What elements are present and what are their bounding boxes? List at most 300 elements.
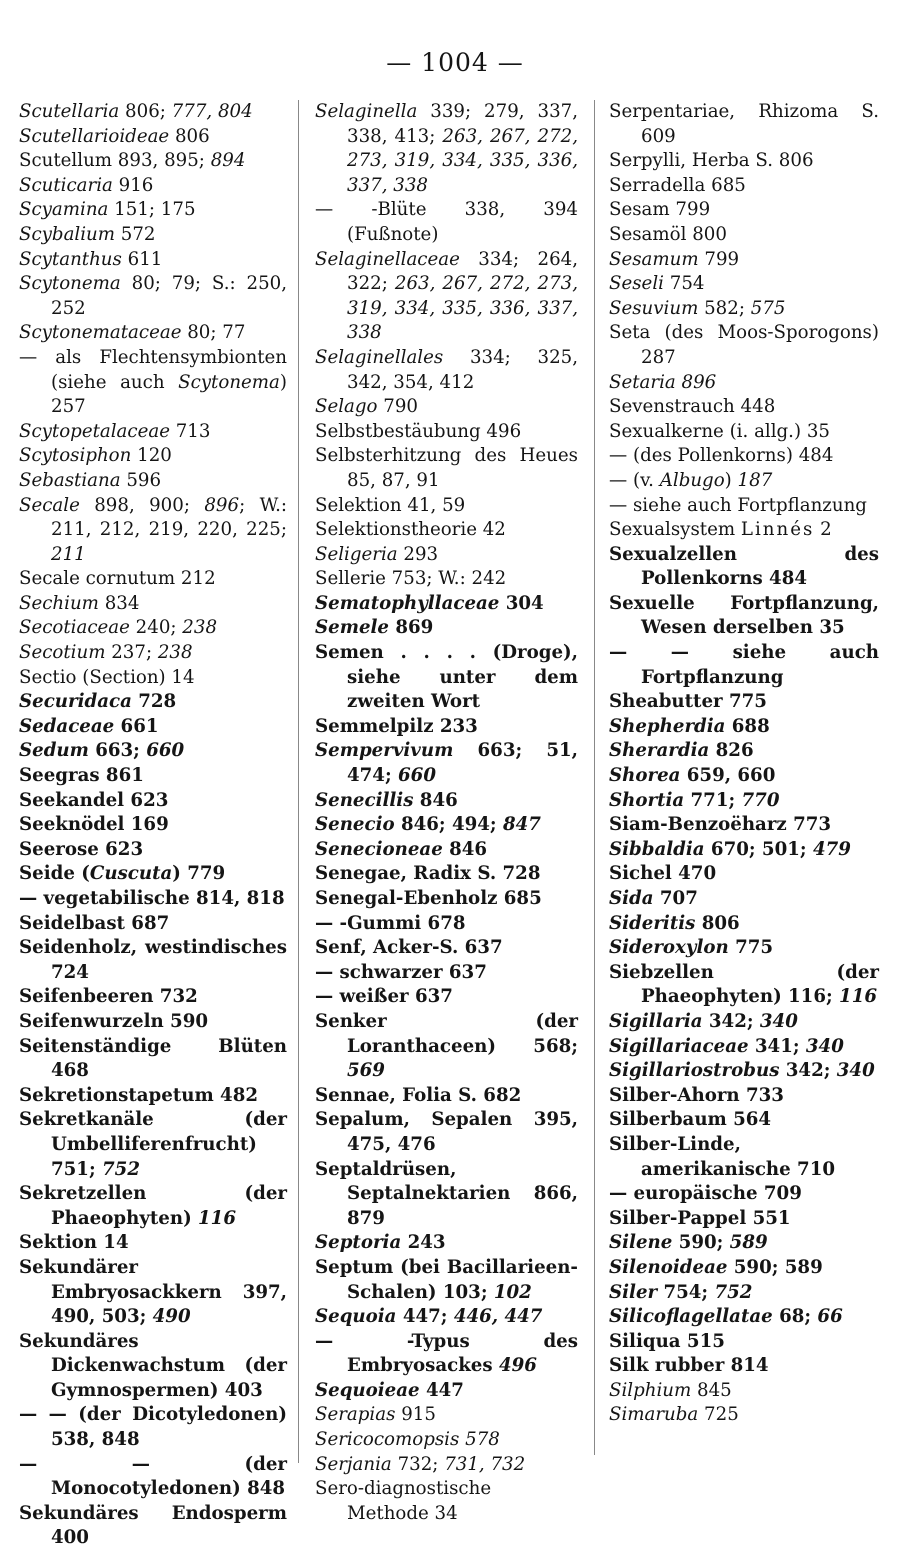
index-entry-text: 151; 175 [108, 199, 196, 221]
index-entry [315, 936, 578, 961]
index-entry-text: 663; 51, 474; [347, 740, 578, 787]
index-entry [19, 272, 287, 321]
index-entry [609, 690, 879, 715]
index-entry [315, 1330, 578, 1379]
index-entry-text: 479 [812, 838, 851, 860]
index-entry-text: 806 [169, 125, 210, 147]
index-entry-text: Shorea [609, 765, 681, 787]
index-entry-text: 446, 447 [453, 1306, 543, 1328]
index-entry [19, 1256, 287, 1330]
index-entry [315, 198, 578, 247]
index-entry-text: Selago [315, 396, 378, 418]
index-entry [315, 543, 578, 568]
index-entry [19, 1231, 287, 1256]
index-entry [19, 100, 287, 125]
index-entry-text: 340 [759, 1010, 798, 1032]
index-entry [19, 420, 287, 445]
index-entry-text: Siam-Benzoëharz 773 [609, 814, 832, 836]
index-entry-text: Scytonema [178, 371, 280, 393]
index-entry [609, 887, 879, 912]
index-entry-text: 660 [398, 765, 436, 787]
index-entry-text: Silber-Linde, amerikanische 710 [609, 1133, 836, 1180]
index-entry-text: — -Blüte 338, 394 (Fußnote) [315, 199, 578, 245]
index-entry [609, 1256, 879, 1281]
index-entry-text: Sida [609, 888, 654, 909]
index-entry-text: ) [724, 469, 738, 491]
index-entry-text: Seekandel 623 [19, 789, 169, 811]
index-entry-text: Sesuvium [609, 297, 699, 319]
index-entry [315, 961, 578, 986]
index-entry [609, 321, 879, 370]
index-entry [19, 444, 287, 469]
index-entry [19, 1084, 287, 1109]
index-entry [315, 1428, 578, 1453]
index-entry-text: 496 [498, 1355, 537, 1377]
index-entry-text: 572 [115, 223, 156, 245]
index-entry-text: Silicoflagellatae [609, 1306, 773, 1328]
index-entry-text: Sebastiana [19, 469, 121, 491]
index-entry [19, 1453, 287, 1502]
index-entry [609, 444, 879, 469]
index-entry-text: Sigillariostrobus [609, 1060, 780, 1082]
index-entry [19, 592, 287, 617]
index-entry [315, 420, 578, 445]
index-entry-text: 775 [728, 937, 774, 959]
index-entry-text: 334; 264, 322; [347, 248, 578, 295]
index-entry [315, 395, 578, 420]
index-entry-text: Siler [609, 1281, 658, 1303]
index-entry [19, 715, 287, 740]
index-entry [19, 912, 287, 937]
index-entry-text: 916 [112, 174, 154, 196]
index-entry [19, 739, 287, 764]
index-entry-text: Seerose 623 [19, 838, 144, 860]
index-entry-text: Sekundäres Endosperm 400 [19, 1502, 287, 1549]
index-entry-text: 237; [105, 642, 158, 664]
index-entry-text: Securidaca [19, 691, 132, 713]
index-entry [609, 862, 879, 887]
index-entry-text: 263, 267, 272, 273, 319, 334, 335, 336, 337, 338 [347, 125, 578, 196]
index-entry [609, 1330, 879, 1355]
index-entry-text: Serjania [315, 1453, 392, 1475]
index-entry-text: 725 [698, 1404, 739, 1426]
index-entry-text: 754 [663, 273, 705, 295]
index-entry-text: 799 [698, 248, 740, 270]
index-entry-text: 596 [120, 469, 162, 491]
index-entry-text: 896 [681, 371, 717, 393]
index-entry [19, 1403, 287, 1452]
index-entry-text: 238 [157, 642, 193, 664]
index-entry [315, 1231, 578, 1256]
index-entry-text: 790 [377, 396, 418, 418]
index-entry [19, 813, 287, 838]
index-entry [315, 1108, 578, 1157]
index-entry-text: 263, 267, 272, 273, 319, 334, 335, 336, 337, 338 [347, 273, 579, 344]
index-entry [19, 1330, 287, 1404]
index-entry-text: — siehe auch Fortpflanzung [609, 494, 867, 516]
index-entry-text: Sigillaria [609, 1010, 703, 1032]
index-entry [315, 1158, 578, 1232]
index-entry-text: 340 [805, 1035, 844, 1057]
index-entry [609, 912, 879, 937]
index-entry [609, 494, 879, 519]
index-entry-text: Sexualkerne (i. allg.) 35 [609, 420, 830, 442]
index-entry-text: Seide ( [19, 863, 90, 885]
index-entry-text: Siliqua 515 [609, 1330, 725, 1352]
index-entry-text: Setaria [609, 371, 676, 393]
index-entry [19, 125, 287, 150]
index-entry [19, 641, 287, 666]
index-entry [609, 641, 879, 690]
index-entry [609, 272, 879, 297]
index-entry-text: Sekundärer Embryosackkern 397, 490, 503; [19, 1256, 287, 1328]
index-entry [19, 616, 287, 641]
index-entry [609, 1084, 879, 1109]
index-entry [609, 223, 879, 248]
index-entry [19, 887, 287, 912]
index-entry-text: Sechium [19, 592, 99, 614]
index-entry-text: 80; 77 [181, 322, 246, 344]
index-entry-text: 68; [772, 1306, 818, 1328]
index-entry [609, 739, 879, 764]
index-entry-text: Serpentariae, Rhizoma S. 609 [609, 101, 879, 147]
index-entry [609, 789, 879, 814]
index-entry-text: 896 [204, 494, 240, 516]
index-entry-text: Sematophyllaceae [315, 592, 500, 614]
index-entry [19, 1108, 287, 1182]
index-entry [19, 223, 287, 248]
index-entry [315, 494, 578, 519]
index-entry [609, 838, 879, 863]
index-entry [609, 1231, 879, 1256]
index-entry-text: 339; 279, 337, 338, 413; [347, 101, 578, 147]
index-entry-text: Cuscuta [89, 863, 173, 885]
index-entry-text: Septum (bei Bacillarieen-Schalen) 103; [315, 1256, 578, 1303]
index-entry-text: Senegal-Ebenholz 685 [315, 888, 542, 909]
index-entry-text: Sericocomopsis [315, 1429, 460, 1451]
index-entry [609, 100, 879, 149]
index-entry-text: 243 [401, 1232, 446, 1254]
index-entry [315, 739, 578, 788]
index-entry-text: Shortia [609, 789, 685, 811]
index-entry [609, 248, 879, 273]
index-entry-text: Silenoideae [609, 1256, 728, 1278]
index-entry-text: Selaginellaceae [315, 248, 460, 270]
index-entry-text: Scytosiphon [19, 445, 132, 467]
index-entry-text: 847 [502, 814, 541, 836]
index-entry-text: Scutellarioideae [19, 125, 170, 147]
index-entry [315, 444, 578, 493]
index-entry-text: Seseli [609, 273, 664, 295]
index-entry [315, 592, 578, 617]
index-column-1 [19, 100, 287, 1551]
index-entry [609, 592, 879, 641]
index-entry [609, 297, 879, 322]
index-entry [609, 174, 879, 199]
index-entry-text: Linnés [740, 519, 815, 541]
index-entry-text: — — (der Monocotyledonen) 848 [19, 1453, 287, 1500]
index-entry [19, 346, 287, 420]
index-entry [609, 1035, 879, 1060]
index-entry-text: Semmelpilz 233 [315, 715, 478, 737]
index-entry-text: 663; [88, 740, 147, 762]
index-entry [609, 1379, 879, 1404]
index-entry-text: Seegras 861 [19, 765, 144, 787]
index-entry [19, 321, 287, 346]
index-entry-text: ) 779 [172, 863, 226, 885]
index-entry-text: — als Flechtensymbionten (siehe auch [19, 346, 287, 393]
index-entry-text: Seeknödel 169 [19, 814, 169, 836]
index-entry [19, 149, 287, 174]
index-entry [19, 666, 287, 691]
index-entry-text: Secale [19, 494, 80, 516]
index-entry-text: ; W.: 211, 212, 219, 220, 225; [51, 494, 287, 541]
index-entry-text: Sexualsystem [609, 519, 741, 541]
index-entry-text: 340 [836, 1060, 875, 1082]
index-entry-text: 575 [750, 297, 786, 319]
index-entry-text: 80; 79; S.: 250, 252 [51, 273, 287, 319]
index-entry-text: Silber-Ahorn 733 [609, 1084, 784, 1106]
index-entry [609, 764, 879, 789]
index-entry [609, 371, 879, 396]
index-entry [315, 248, 578, 346]
index-entry-text: Sesamum [609, 248, 699, 270]
index-entry-text: Seidenholz, westindisches 724 [19, 937, 287, 983]
index-entry-text: 915 [395, 1404, 436, 1426]
index-entry [19, 936, 287, 985]
index-entry-text: Secotiaceae [19, 617, 130, 639]
index-entry-text: Seifenwurzeln 590 [19, 1010, 209, 1032]
index-entry-text: Sempervivum [315, 740, 454, 762]
index-entry-text: Scytopetalaceae [19, 420, 170, 442]
index-entry-text: Sekretionstapetum 482 [19, 1084, 259, 1106]
index-entry [609, 1059, 879, 1084]
index-entry-text: 116 [839, 986, 878, 1008]
index-entry [315, 346, 578, 395]
index-entry-text: 590; 589 [727, 1256, 823, 1278]
index-entry-text: 342; [779, 1060, 837, 1082]
index-entry [315, 100, 578, 198]
index-entry [315, 1084, 578, 1109]
index-entry-text: Senf, Acker-S. 637 [315, 937, 503, 959]
index-entry-text: Sedaceae [19, 715, 115, 737]
index-entry [609, 961, 879, 1010]
index-entry [609, 1207, 879, 1232]
index-entry-text: Sigillariaceae [609, 1035, 749, 1057]
index-entry-text: — schwarzer 637 [315, 961, 487, 983]
index-entry-text: Seligeria [315, 543, 398, 565]
index-entry-text: Sideritis [609, 912, 696, 934]
index-entry [609, 1108, 879, 1133]
index-entry-text: 846 [413, 789, 458, 811]
index-entry-text: 659, 660 [680, 765, 776, 787]
index-entry [315, 567, 578, 592]
index-entry [609, 813, 879, 838]
index-entry-text: Scutellaria [19, 101, 120, 122]
index-entry-text: — -Typus des Embryosackes [315, 1330, 578, 1377]
index-entry [315, 518, 578, 543]
index-entry-text: Sevenstrauch 448 [609, 396, 776, 418]
index-entry-text: — vegetabilische 814, 818 [19, 888, 285, 909]
index-entry-text: Sekretzellen (der Phaeophyten) [19, 1183, 287, 1229]
index-entry [609, 518, 879, 543]
index-entry-text: Scytonema [19, 273, 121, 295]
index-entry-text: ) 257 [51, 371, 287, 418]
index-entry-text: 120 [131, 445, 172, 467]
index-entry-text: — — siehe auch Fortpflanzung [609, 642, 879, 688]
index-entry [315, 1403, 578, 1428]
index-entry-text: 713 [169, 420, 211, 442]
index-entry [315, 838, 578, 863]
index-entry-text: — — (der Dicotyledonen) 538, 848 [19, 1404, 287, 1451]
index-entry-text: Sheabutter 775 [609, 691, 767, 713]
index-entry-text: 670; 501; [704, 838, 813, 860]
index-entry-text: Selaginella [315, 101, 418, 122]
index-entry-text: Silphium [609, 1379, 692, 1401]
index-entry-text: 578 [465, 1429, 500, 1451]
index-column-2 [315, 100, 578, 1526]
index-entry [609, 715, 879, 740]
index-entry-text: Sexualzellen des Pollenkorns 484 [609, 543, 879, 590]
index-entry-text: Serradella 685 [609, 174, 746, 196]
index-entry-text: Sektion 14 [19, 1232, 129, 1254]
index-entry [19, 1010, 287, 1035]
index-entry [19, 985, 287, 1010]
index-entry-text: Sellerie 753; W.: 242 [315, 568, 507, 590]
index-entry-text: 834 [98, 592, 140, 614]
index-entry-text: 806 [695, 912, 740, 934]
index-entry [19, 198, 287, 223]
index-entry-text: 2 [814, 519, 832, 541]
index-entry-text: Sennae, Folia S. 682 [315, 1084, 522, 1106]
column-divider [594, 100, 595, 1455]
index-entry-text: 187 [737, 469, 773, 491]
index-entry-text: Seitenständige Blüten 468 [19, 1035, 287, 1082]
index-entry-text: Selektionstheorie 42 [315, 519, 506, 541]
index-entry-text: 728 [131, 691, 177, 713]
index-entry [609, 1403, 879, 1428]
index-entry-text: Scyamina [19, 199, 109, 221]
index-entry-text: Sibbaldia [609, 838, 705, 860]
index-entry [609, 420, 879, 445]
index-entry-text: Sedum [19, 740, 89, 762]
index-entry-text: Sideroxylon [609, 937, 729, 959]
index-entry [315, 1305, 578, 1330]
index-entry [315, 789, 578, 814]
index-entry-text: 66 [817, 1306, 843, 1328]
index-entry [315, 813, 578, 838]
index-entry [609, 1354, 879, 1379]
index-entry-text: 661 [114, 715, 159, 737]
index-entry-text: Sesamöl 800 [609, 223, 727, 245]
index-entry-text: 752 [714, 1281, 753, 1303]
index-entry-text: 341; [748, 1035, 806, 1057]
index-entry-text: 806; [119, 101, 172, 122]
index-entry [315, 1010, 578, 1084]
index-entry-text: 293 [397, 543, 439, 565]
index-entry [19, 248, 287, 273]
index-entry-text: Senecioneae [315, 838, 443, 860]
index-entry [609, 1281, 879, 1306]
index-entry-text: Secale cornutum 212 [19, 568, 216, 590]
index-entry [609, 1182, 879, 1207]
index-entry-text: 334; 325, 342, 354, 412 [347, 346, 578, 393]
index-entry-text: Scytanthus [19, 248, 122, 270]
index-entry-text: Scybalium [19, 223, 115, 245]
index-entry-text: — europäische 709 [609, 1183, 802, 1205]
index-entry-text: 589 [729, 1232, 768, 1254]
index-entry-text: 611 [121, 248, 163, 270]
index-entry-text: 707 [653, 888, 698, 909]
index-entry-text: 898, 900; [79, 494, 205, 516]
index-entry [19, 494, 287, 568]
index-entry-text: 731, 732 [444, 1453, 526, 1475]
index-entry-text: Seifenbeeren 732 [19, 986, 198, 1008]
index-entry-text: Sequoia [315, 1306, 397, 1328]
index-entry [315, 1453, 578, 1478]
index-entry-text: — weißer 637 [315, 986, 453, 1008]
index-entry-text: 826 [709, 740, 754, 762]
index-entry [609, 1133, 879, 1182]
index-entry-text: 238 [182, 617, 218, 639]
index-entry [609, 1010, 879, 1035]
index-entry [315, 616, 578, 641]
index-entry [609, 543, 879, 592]
index-entry [315, 912, 578, 937]
index-entry-text: 869 [389, 617, 434, 639]
index-entry-text: 770 [741, 789, 780, 811]
index-entry-text: 688 [725, 715, 770, 737]
index-entry-text: Senecio [315, 814, 395, 836]
index-entry [315, 985, 578, 1010]
index-entry-text: Serapias [315, 1404, 396, 1426]
index-entry-text: 569 [347, 1060, 385, 1082]
index-entry-text: Selektion 41, 59 [315, 494, 466, 516]
index-entry-text: Silber-Pappel 551 [609, 1207, 791, 1229]
index-entry [19, 1035, 287, 1084]
index-entry-text: 582; [698, 297, 751, 319]
index-entry-text: 894 [210, 150, 246, 172]
index-column-3 [609, 100, 879, 1428]
index-entry-text: 342; [702, 1010, 760, 1032]
index-entry-text: Senker (der Loranthaceen) 568; [315, 1010, 578, 1057]
index-entry [19, 1182, 287, 1231]
index-entry-text: 102 [493, 1281, 532, 1303]
index-entry-text: Senegae, Radix S. 728 [315, 863, 541, 885]
index-entry-text: Semele [315, 617, 390, 639]
index-entry [19, 690, 287, 715]
index-entry-text: Sekundäres Dickenwachstum (der Gymnospermen) 403 [19, 1330, 287, 1401]
index-entry [609, 469, 879, 494]
index-entry-text: Semen . . . . (Droge), siehe unter dem zweiten Wort [315, 642, 578, 713]
index-entry-text: Sepalum, Sepalen 395, 475, 476 [315, 1109, 578, 1155]
index-entry [315, 1477, 578, 1526]
index-entry-text: Scytonemataceae [19, 322, 182, 344]
index-entry-text: Serpylli, Herba S. 806 [609, 150, 814, 172]
index-entry-text: Sekretkanäle (der Umbelliferenfrucht) 751; [19, 1109, 287, 1180]
index-entry-text: 777, 804 [171, 101, 253, 122]
index-entry-text: — (des Pollenkorns) 484 [609, 445, 834, 467]
index-entry-text: 732; [391, 1453, 445, 1475]
index-entry-text: — (v. [609, 469, 660, 491]
index-entry-text: 240; [129, 617, 183, 639]
column-divider [298, 100, 299, 1463]
index-entry-text: Scuticaria [19, 174, 113, 196]
index-entry-text: Silk rubber 814 [609, 1355, 769, 1377]
index-entry-text: 754; [657, 1281, 715, 1303]
index-entry-text: 490 [152, 1306, 191, 1328]
index-entry [315, 887, 578, 912]
